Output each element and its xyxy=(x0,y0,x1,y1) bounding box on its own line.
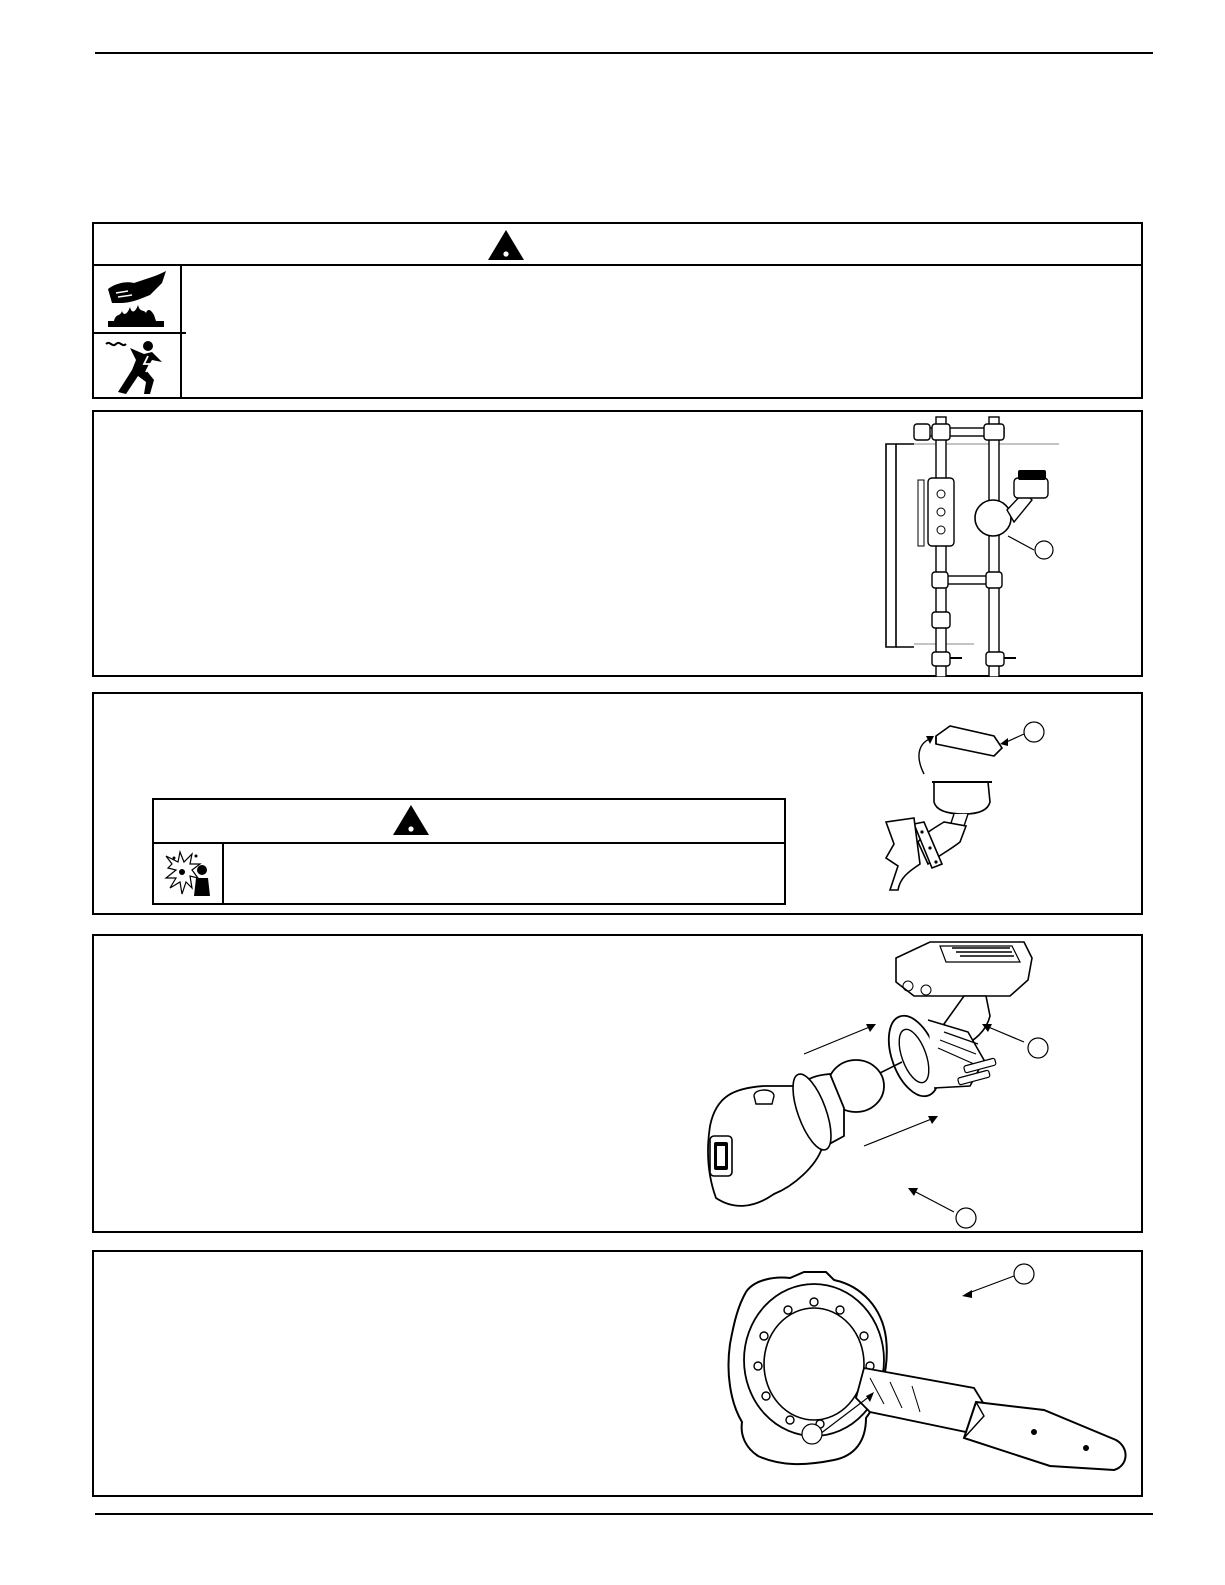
step-4-box xyxy=(92,1250,1143,1497)
piping-assembly-illustration xyxy=(874,412,1144,677)
hot-surface-hand-icon xyxy=(104,269,174,329)
step-3-box xyxy=(92,934,1143,1233)
header-rule xyxy=(95,52,1153,54)
alert-triangle-icon xyxy=(487,229,525,261)
electric-shock-icon xyxy=(102,336,172,398)
caution-header xyxy=(154,800,784,844)
warning-header xyxy=(94,224,1141,266)
warning-box xyxy=(92,222,1143,399)
float-assembly-exploded-illustration xyxy=(694,936,1144,1233)
step-2-box xyxy=(92,692,1143,915)
caution-box xyxy=(152,798,786,905)
footer-rule xyxy=(95,1513,1153,1515)
gasket-scraping-illustration xyxy=(694,1252,1144,1497)
explosion-hazard-icon xyxy=(162,848,214,898)
step-1-box xyxy=(92,410,1143,677)
warning-icon-column xyxy=(94,264,182,397)
alert-triangle-icon xyxy=(392,804,430,836)
cover-removal-illustration xyxy=(884,714,1074,894)
